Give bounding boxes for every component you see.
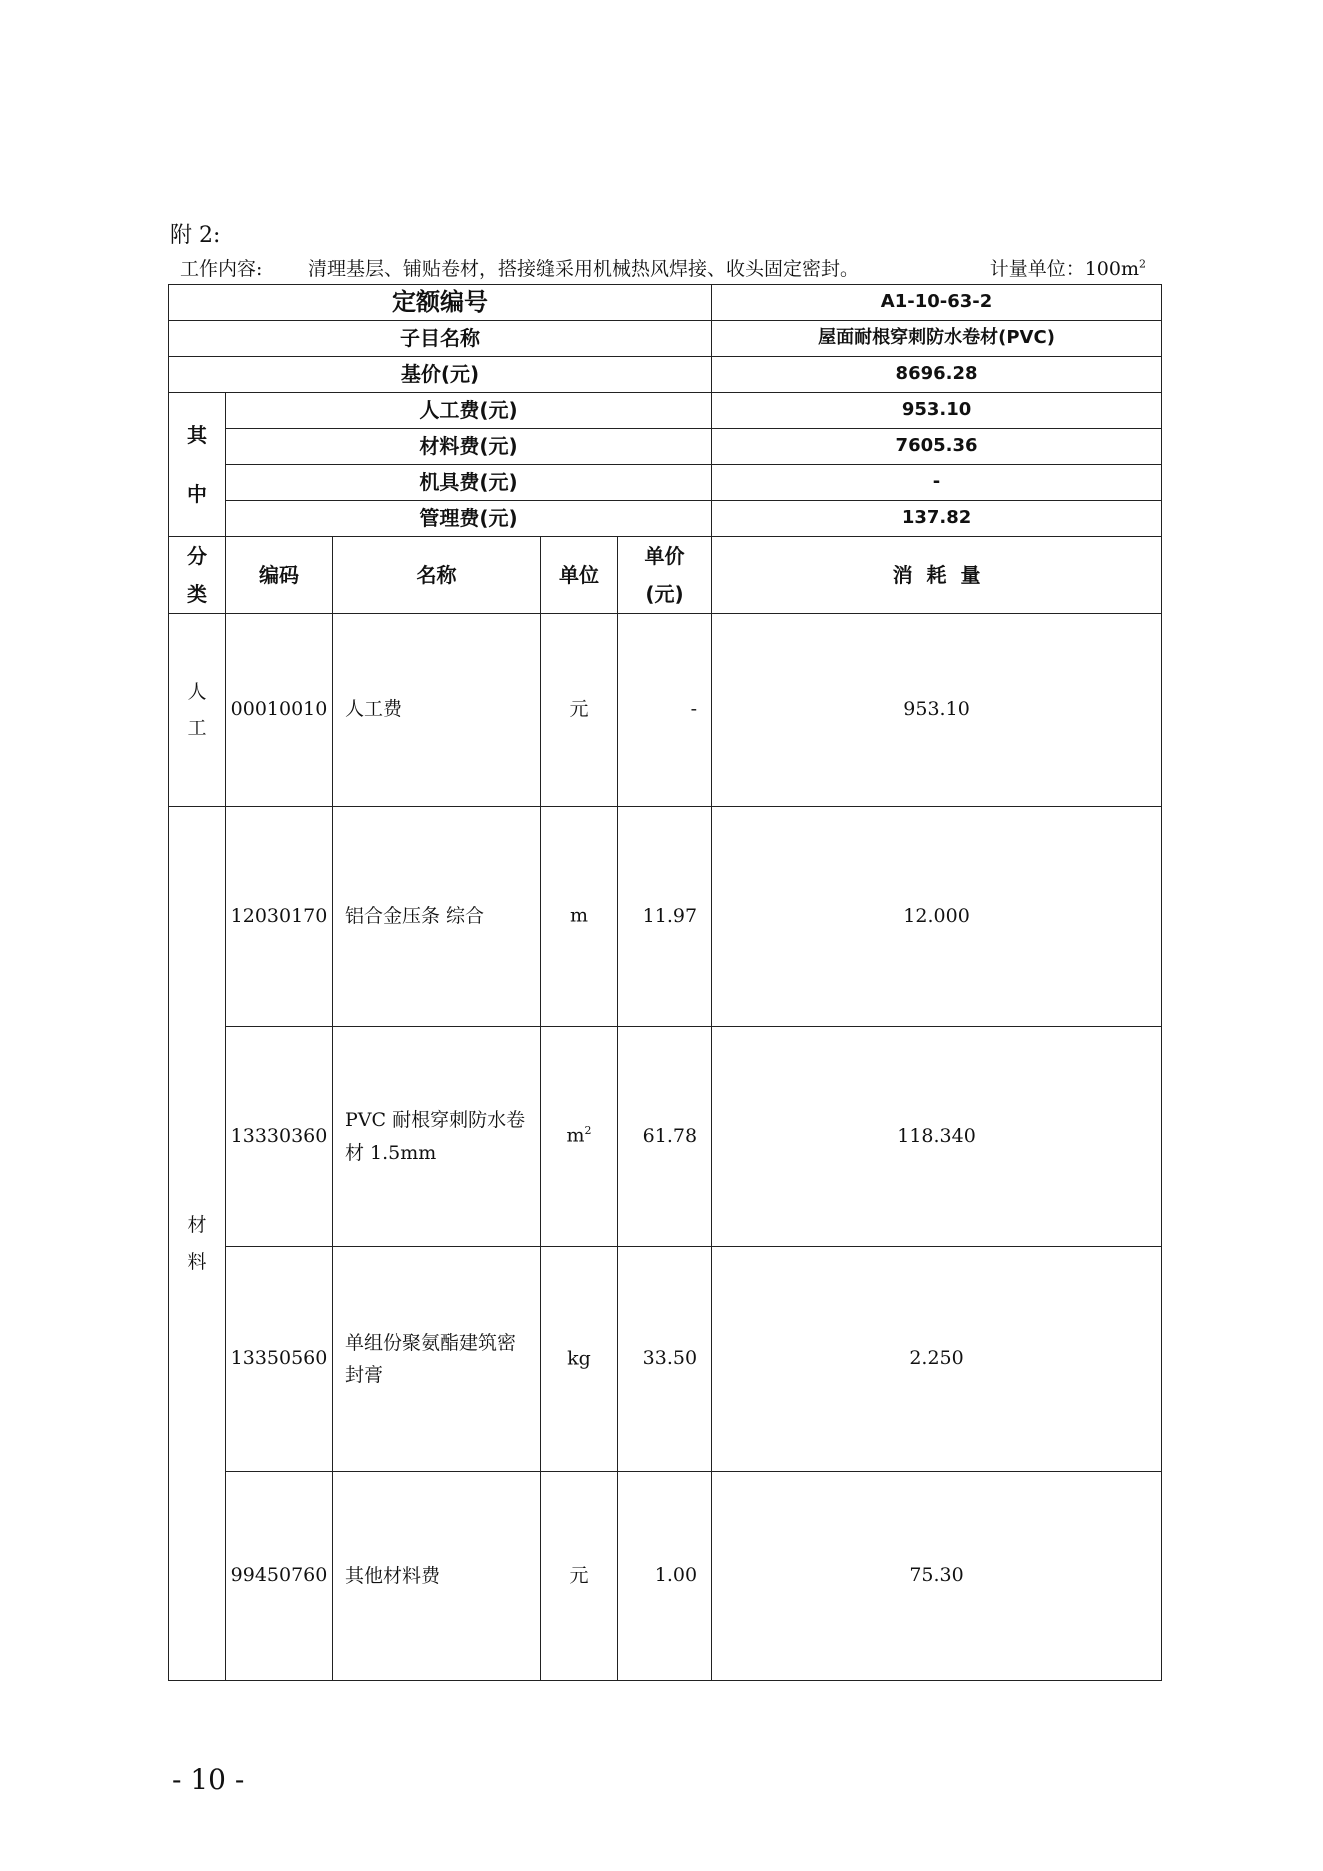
material-consumption: 118.340 <box>712 1027 1162 1247</box>
item-name-value: 屋面耐根穿刺防水卷材(PVC) <box>712 321 1162 357</box>
material-unit <box>541 807 618 1027</box>
cost-label-machine: 机具费(元) <box>226 465 712 501</box>
quota-code-label: 定额编号 <box>169 285 712 321</box>
work-content-text: 清理基层、铺贴卷材，搭接缝采用机械热风焊接、收头固定密封。 <box>308 258 860 280</box>
of-which-cell <box>169 393 226 537</box>
material-code: 99450760 <box>226 1472 333 1681</box>
cost-row-management <box>169 501 1162 537</box>
header-name: 名称 <box>333 537 541 614</box>
material-unit-text: kg <box>567 1347 591 1370</box>
material-name-line-2: 材 1.5mm <box>345 1141 437 1164</box>
material-row <box>169 807 1162 1027</box>
material-code: 13330360 <box>226 1027 333 1247</box>
header-category-char-2: 类 <box>187 582 207 606</box>
material-consumption: 2.250 <box>712 1247 1162 1472</box>
header-unit-price-line-1: 单价 <box>644 544 685 568</box>
cost-value-management: 137.82 <box>712 501 1162 537</box>
material-unit-text: 元 <box>569 1564 589 1587</box>
column-header-row <box>169 537 1162 614</box>
of-which-char-1: 其 <box>187 422 207 447</box>
material-unit <box>541 1472 618 1681</box>
labor-code: 00010010 <box>226 614 333 807</box>
material-category-char-2: 料 <box>187 1250 207 1273</box>
header-category <box>169 537 226 614</box>
labor-consumption: 953.10 <box>712 614 1162 807</box>
labor-row <box>169 614 1162 807</box>
material-name <box>333 1247 541 1472</box>
cost-value-machine: - <box>712 465 1162 501</box>
cost-row-labor <box>169 393 1162 429</box>
header-unit: 单位 <box>541 537 618 614</box>
measure-unit <box>990 254 1146 281</box>
labor-name: 人工费 <box>333 614 541 807</box>
material-unit-sup: 2 <box>584 1124 592 1138</box>
cost-label-material: 材料费(元) <box>226 429 712 465</box>
material-code: 12030170 <box>226 807 333 1027</box>
material-category <box>169 807 226 1681</box>
material-row <box>169 1027 1162 1247</box>
material-code: 13350560 <box>226 1247 333 1472</box>
header-category-char-1: 分 <box>187 544 207 568</box>
base-price-row <box>169 357 1162 393</box>
labor-category-char-2: 工 <box>187 717 207 739</box>
material-row <box>169 1472 1162 1681</box>
material-unit-price: 11.97 <box>618 807 712 1027</box>
labor-category <box>169 614 226 807</box>
material-name-line-2: 封膏 <box>345 1364 384 1386</box>
work-content-line <box>180 254 1146 280</box>
cost-value-labor: 953.10 <box>712 393 1162 429</box>
header-unit-price-line-2: (元) <box>645 582 684 606</box>
material-consumption: 12.000 <box>712 807 1162 1027</box>
header-code: 编码 <box>226 537 333 614</box>
material-name-line-1: PVC 耐根穿刺防水卷 <box>345 1109 526 1132</box>
cost-label-labor: 人工费(元) <box>226 393 712 429</box>
material-unit-price: 1.00 <box>618 1472 712 1681</box>
labor-category-char-1: 人 <box>187 680 207 703</box>
measure-unit-sup: 2 <box>1139 257 1146 271</box>
work-content-label: 工作内容: <box>180 258 263 280</box>
material-unit-text: m <box>569 904 589 927</box>
material-unit-text: m <box>566 1124 585 1147</box>
material-name <box>333 1027 541 1247</box>
material-name-line-1: 铝合金压条 综合 <box>345 905 485 928</box>
material-unit-price: 33.50 <box>618 1247 712 1472</box>
cost-row-material <box>169 429 1162 465</box>
material-unit <box>541 1027 618 1247</box>
cost-row-machine <box>169 465 1162 501</box>
base-price-label: 基价(元) <box>169 357 712 393</box>
page-number: - 10 - <box>172 1763 245 1796</box>
material-name-line-1: 其他材料费 <box>345 1564 441 1587</box>
header-unit-price <box>618 537 712 614</box>
material-name <box>333 807 541 1027</box>
appendix-label: 附 2: <box>170 223 221 248</box>
material-row <box>169 1247 1162 1472</box>
item-name-row <box>169 321 1162 357</box>
cost-value-material: 7605.36 <box>712 429 1162 465</box>
material-name <box>333 1472 541 1681</box>
quota-table <box>168 284 1162 1681</box>
material-category-char-1: 材 <box>187 1214 207 1237</box>
labor-unit-price: - <box>618 614 712 807</box>
quota-code-row <box>169 285 1162 321</box>
material-consumption: 75.30 <box>712 1472 1162 1681</box>
material-name-line-1: 单组份聚氨酯建筑密 <box>345 1331 517 1354</box>
quota-code-value: A1-10-63-2 <box>712 285 1162 321</box>
of-which-char-2: 中 <box>187 481 207 506</box>
base-price-value: 8696.28 <box>712 357 1162 393</box>
material-unit-price: 61.78 <box>618 1027 712 1247</box>
labor-unit: 元 <box>541 614 618 807</box>
cost-label-management: 管理费(元) <box>226 501 712 537</box>
item-name-label: 子目名称 <box>169 321 712 357</box>
measure-unit-label: 计量单位：100m <box>989 258 1139 280</box>
material-unit <box>541 1247 618 1472</box>
header-consumption: 消 耗 量 <box>712 537 1162 614</box>
